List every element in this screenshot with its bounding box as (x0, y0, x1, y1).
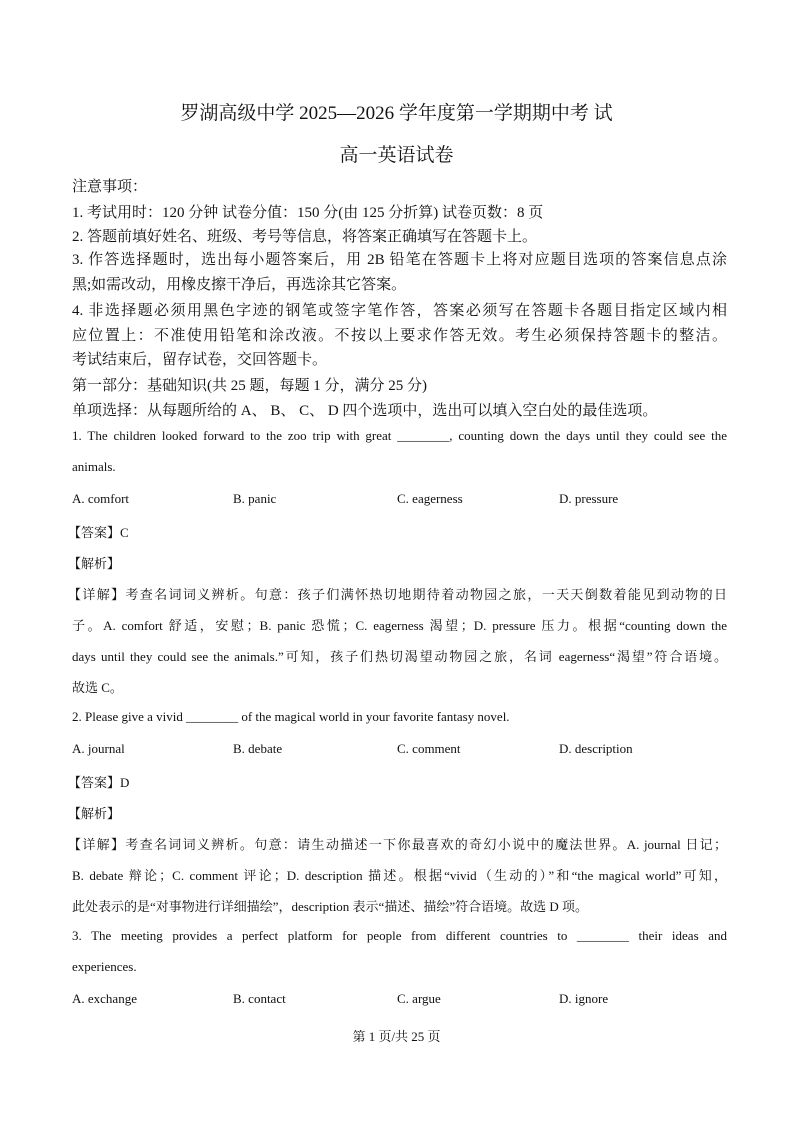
note-4-line-3: 考试结束后，留存试卷，交回答题卡。 (72, 352, 328, 368)
page-footer: 第 1 页/共 25 页 (352, 1029, 441, 1044)
question-2-analysis-label: 【解析】 (68, 806, 121, 821)
question-2-detail-1: 【详解】考查名词词义辨析。句意：请生动描述一下你最喜欢的奇幻小说中的魔法世界。A. journal 日记； (68, 837, 727, 852)
question-1-detail-2: 子。A. comfort 舒适，安慰；B. panic 恐慌；C. eagerness 渴望；D. pressure 压力。根据“counting down the (72, 618, 727, 633)
question-1-option-a: A. comfort (72, 491, 130, 506)
note-4-line-1: 4. 非选择题必须用黑色字迹的钢笔或签字笔作答，答案必须写在答题卡各题目指定区域内相 (72, 303, 727, 319)
question-1-detail-1: 【详解】考查名词词义辨析。句意：孩子们满怀热切地期待着动物园之旅，一天天倒数着能见到动物的日 (68, 587, 727, 602)
question-1-option-c: C. eagerness (397, 491, 463, 506)
question-1-option-d: D. pressure (559, 491, 619, 506)
question-2-option-b: B. debate (233, 741, 283, 756)
exam-title: 罗湖高级中学 2025—2026 学年度第一学期期中考 试 (180, 103, 613, 124)
question-1-line-2: animals. (72, 459, 116, 474)
question-3-option-a: A. exchange (72, 991, 137, 1006)
question-1-detail-4: 故选 C。 (72, 680, 123, 695)
question-2-answer: 【答案】D (68, 775, 130, 790)
question-3-line-2: experiences. (72, 959, 137, 974)
question-2-option-c: C. comment (397, 741, 461, 756)
section-instruction: 单项选择：从每题所给的 A、 B、 C、 D 四个选项中，选出可以填入空白处的最佳选项。 (72, 403, 658, 419)
note-1: 1. 考试用时：120 分钟 试卷分值：150 分(由 125 分折算) 试卷页数：8 页 (72, 205, 544, 221)
question-3-option-c: C. argue (397, 991, 441, 1006)
note-3-line-1: 3. 作答选择题时，选出每小题答案后，用 2B 铅笔在答题卡上将对应题目选项的答案信息点涂 (72, 252, 727, 268)
question-2-option-d: D. description (559, 741, 633, 756)
question-2-option-a: A. journal (72, 741, 125, 756)
question-3-line-1: 3. The meeting provides a perfect platform for people from different countries to ________ their ideas and (72, 928, 727, 943)
note-2: 2. 答题前填好姓名、班级、考号等信息，将答案正确填写在答题卡上。 (72, 229, 538, 245)
question-2-detail-3: 此处表示的是“对事物进行详细描绘”，description 表示“描述、描绘”符合语境。故选 D 项。 (72, 899, 588, 914)
question-1-line-1: 1. The children looked forward to the zoo trip with great ________, counting down the days until they could see the (72, 428, 727, 443)
question-2-detail-2: B. debate 辩论；C. comment 评论；D. description 描述。根据“vivid（生动的）”和“the magical world”可知， (72, 868, 727, 883)
note-4-line-2: 应位置上：不准使用铅笔和涂改液。不按以上要求作答无效。考生必须保持答题卡的整洁。 (72, 328, 727, 344)
notes-heading: 注意事项： (72, 179, 148, 195)
question-1-analysis-label: 【解析】 (68, 556, 121, 571)
question-2-line-1: 2. Please give a vivid ________ of the magical world in your favorite fantasy novel. (72, 709, 510, 724)
part-1-heading: 第一部分：基础知识(共 25 题，每题 1 分，满分 25 分) (72, 378, 427, 394)
question-3-option-d: D. ignore (559, 991, 609, 1006)
question-1-detail-3: days until they could see the animals.”可知，孩子们热切渴望动物园之旅，名词 eagerness“渴望”符合语境。 (72, 649, 727, 664)
exam-subtitle: 高一英语试卷 (339, 145, 454, 166)
question-1-option-b: B. panic (233, 491, 277, 506)
question-3-option-b: B. contact (233, 991, 286, 1006)
question-1-answer: 【答案】C (68, 525, 129, 540)
note-3-line-2: 黑;如需改动，用橡皮擦干净后，再选涂其它答案。 (72, 277, 407, 293)
